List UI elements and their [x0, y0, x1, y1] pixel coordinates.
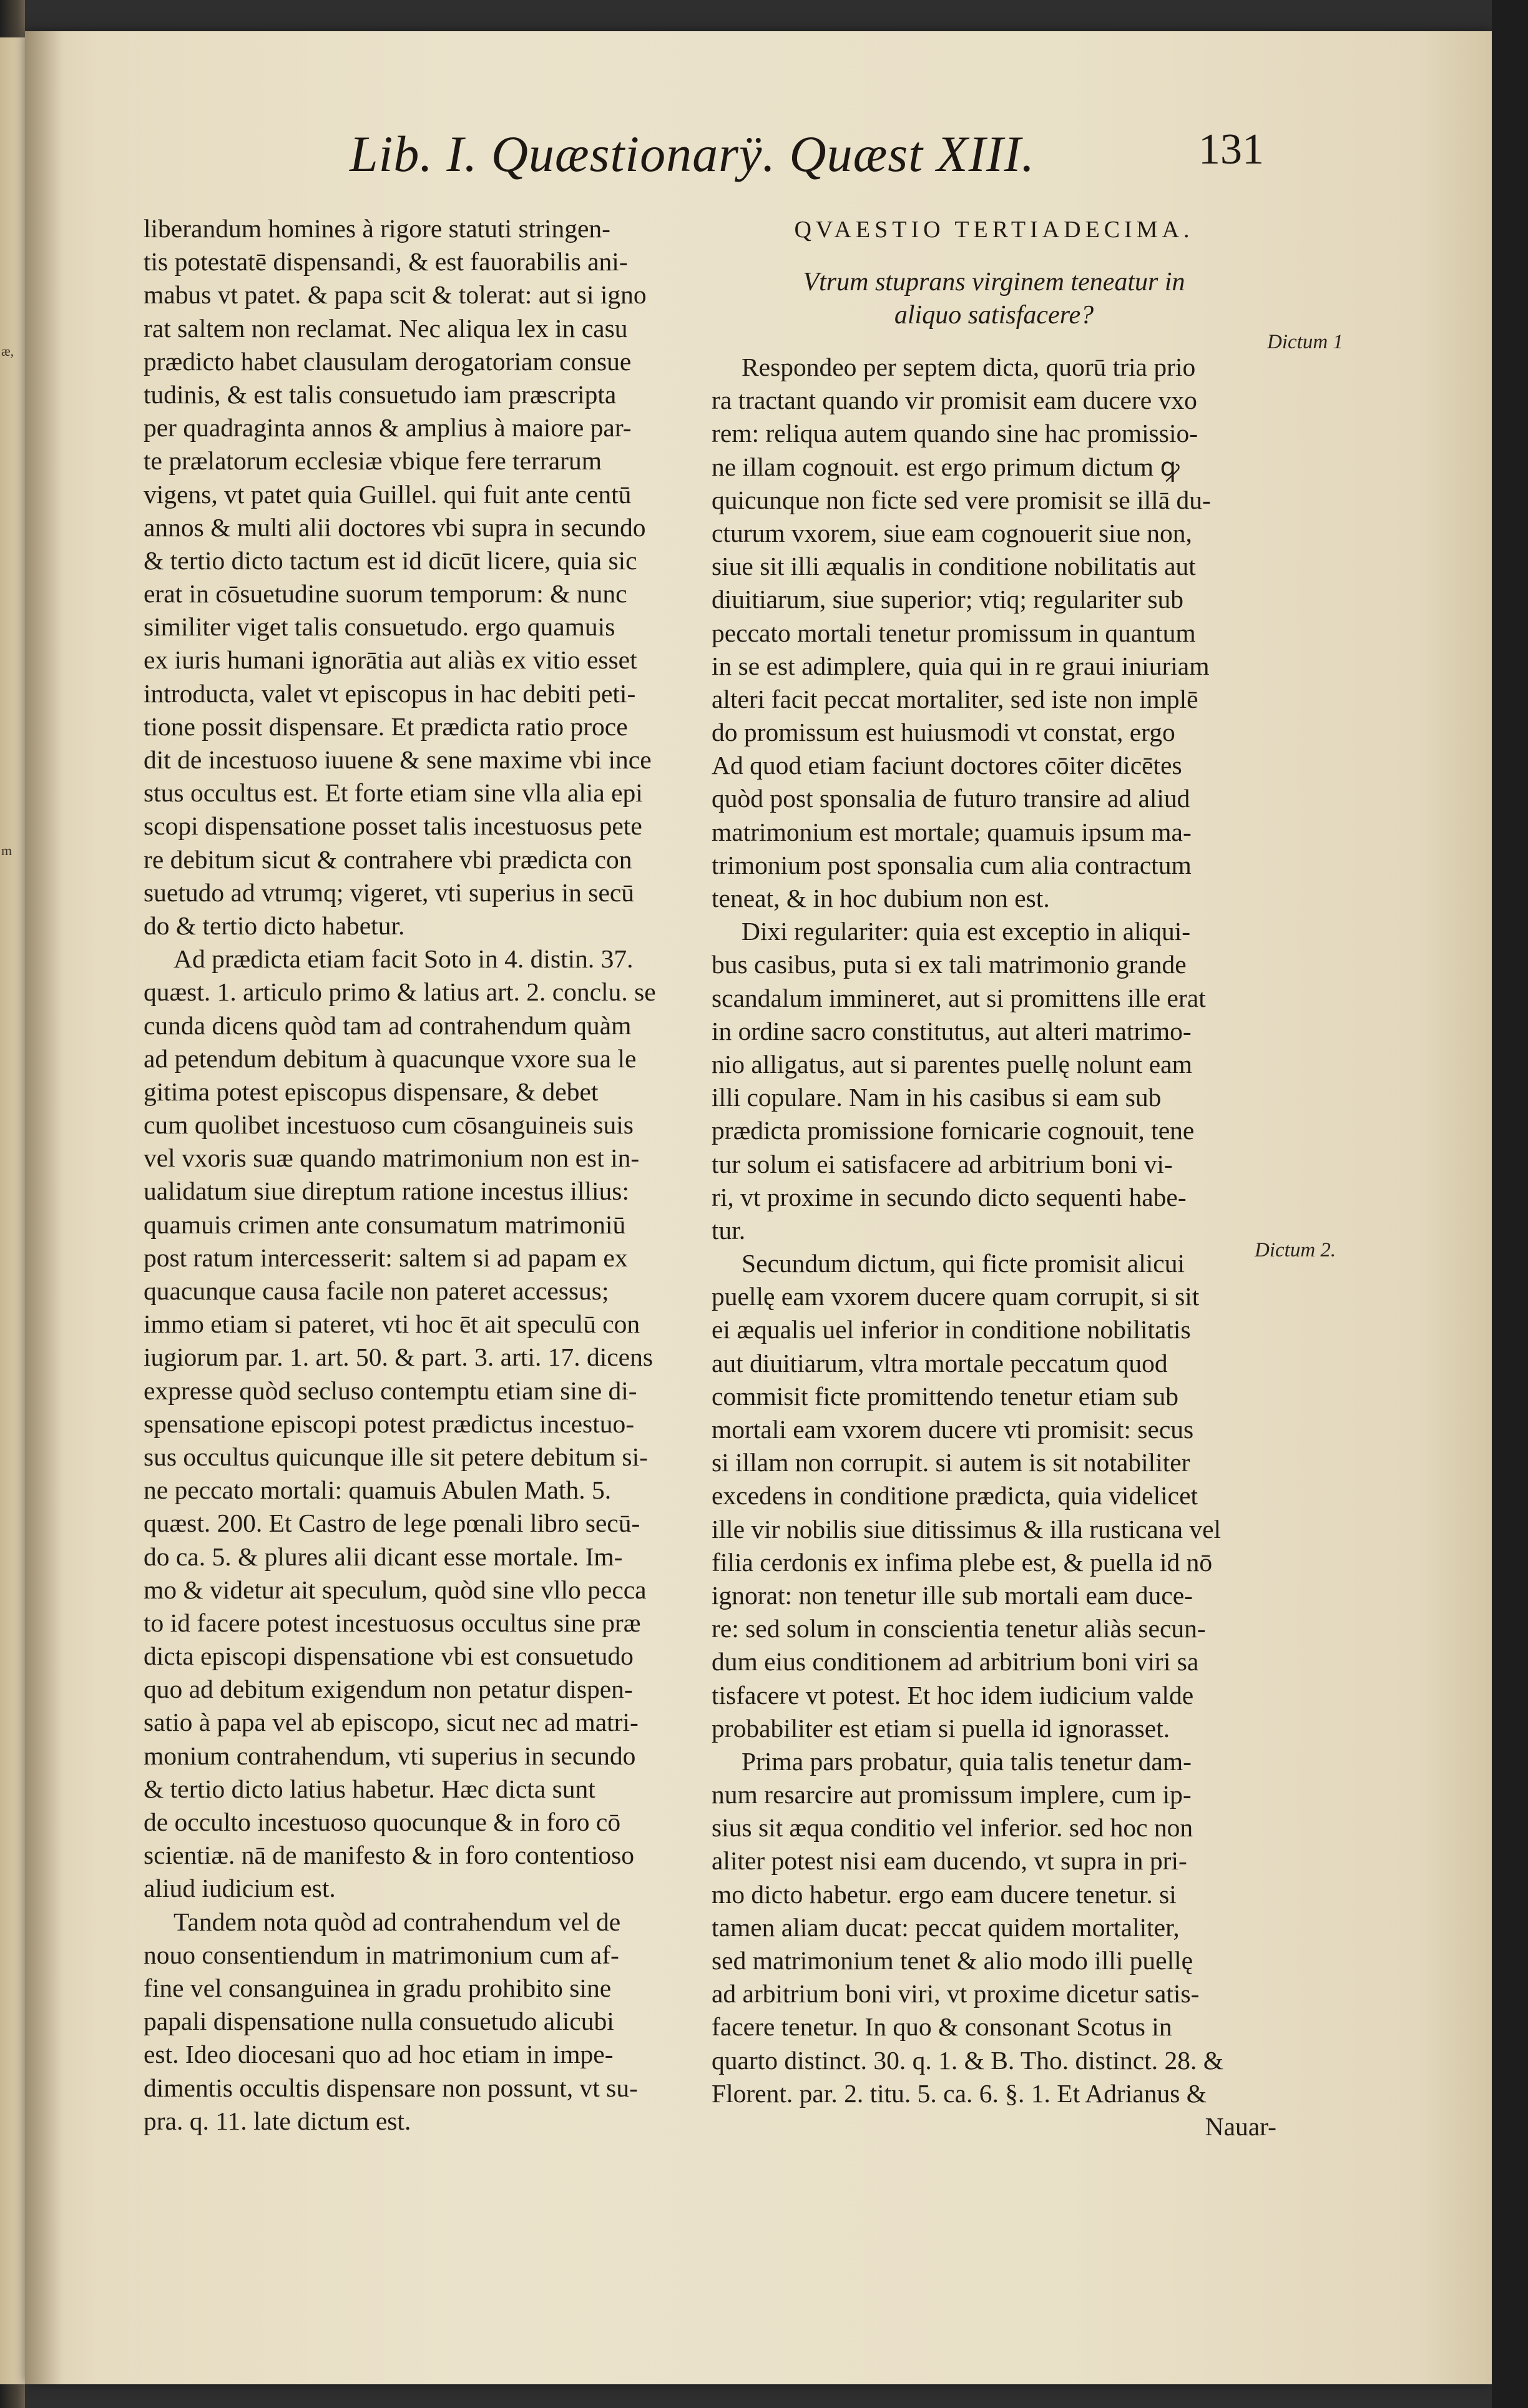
- text-line: stus occultus est. Et forte etiam sine vlla alia epi: [144, 778, 643, 808]
- text-line: mortali eam vxorem ducere vti promisit: secus: [712, 1415, 1194, 1444]
- text-line: annos & multi alii doctores vbi supra in secundo: [144, 512, 646, 542]
- text-line: trimonium post sponsalia cum alia contractum: [712, 850, 1192, 879]
- text-line: monium contrahendum, vti superius in secundo: [144, 1741, 636, 1770]
- text-line: Ad prædicta etiam facit Soto in 4. distin. 37.: [174, 944, 634, 974]
- text-line: diuitiarum, siue superior; vtiq; regulariter sub: [712, 585, 1184, 614]
- text-line: alteri facit peccat mortaliter, sed iste non implē: [712, 684, 1198, 713]
- text-line: do & tertio dicto habetur.: [144, 911, 405, 940]
- text-line: Respondeo per septem dicta, quorū tria prio: [742, 353, 1196, 381]
- text-line: facere tenetur. In quo & consonant Scotus in: [712, 2012, 1172, 2042]
- text-line: re debitum sicut & contrahere vbi prædicta con: [144, 844, 632, 874]
- text-line: ualidatum siue direptum ratione incestus illius:: [144, 1177, 629, 1206]
- text-line: quòd post sponsalia de futuro transire ad aliud: [712, 784, 1190, 813]
- right-column-body: [712, 351, 1276, 2110]
- text-line: per quadraginta annos & amplius à maiore par-: [144, 413, 632, 443]
- text-line: do ca. 5. & plures alii dicant esse mortale. Im-: [144, 1542, 623, 1571]
- text-line: si illam non corrupit. si autem is sit notabiliter: [712, 1448, 1190, 1477]
- right-column: [712, 212, 1276, 2143]
- left-edge-fragment-1: æ,: [1, 343, 14, 359]
- text-line: in se est adimplere, quia qui in re graui iniuriam: [712, 651, 1210, 680]
- text-line: in ordine sacro constitutus, aut alteri matrimo-: [712, 1016, 1192, 1045]
- text-line: nio alligatus, aut si parentes puellę nolunt eam: [712, 1049, 1192, 1079]
- text-line: dicta episcopi dispensatione vbi est consuetudo: [144, 1642, 634, 1671]
- running-head: Lib. I. Quæstionarÿ. Quæst XIII.: [350, 125, 1035, 182]
- text-line: tione possit dispensare. Et prædicta ratio proce: [144, 712, 628, 741]
- question-subtitle-line-2: aliquo satisfacere?: [894, 301, 1094, 330]
- text-line: papali dispensatione nulla consuetudo alicubi: [144, 2007, 614, 2036]
- text-line: tamen aliam ducat: peccat quidem mortaliter,: [712, 1912, 1180, 1942]
- text-line: aut diuitiarum, vltra mortale peccatum quod: [712, 1348, 1168, 1378]
- catchword: Nauar-: [1205, 2112, 1276, 2141]
- text-line: suetudo ad vtrumq; vigeret, vti superius in secū: [144, 878, 635, 907]
- text-line: do promissum est huiusmodi vt constat, ergo: [712, 718, 1175, 747]
- text-line: Dixi regulariter: quia est exceptio in aliqui-: [742, 917, 1191, 946]
- text-line: bus casibus, puta si ex tali matrimonio grande: [712, 950, 1187, 979]
- text-line: Florent. par. 2. titu. 5. ca. 6. §. 1. Et Adrianus &: [712, 2078, 1207, 2108]
- text-line: num resarcire aut promissum implere, cum ip-: [712, 1780, 1192, 1809]
- text-line: quo ad debitum exigendum non petatur dispen-: [144, 1675, 633, 1704]
- text-line: & tertio dicto tactum est id dicūt licere, quia sic: [144, 546, 637, 575]
- text-line: ignorat: non tenetur ille sub mortali eam duce-: [712, 1580, 1193, 1610]
- text-line: matrimonium est mortale; quamuis ipsum ma-: [712, 817, 1192, 846]
- text-line: introducta, valet vt episcopus in hac debiti peti-: [144, 678, 636, 708]
- text-line: scandalum immineret, aut si promittens ille erat: [712, 983, 1206, 1012]
- text-line: dimentis occultis dispensare non possunt, vt su-: [144, 2073, 638, 2102]
- text-line: erat in cōsuetudine suorum temporum: & nunc: [144, 579, 627, 609]
- text-line: expresse quòd secluso contemptu etiam sine di-: [144, 1376, 637, 1405]
- text-line: spensatione episcopi potest prædictus incestuo-: [144, 1409, 635, 1438]
- text-line: quæst. 1. articulo primo & latius art. 2. conclu. se: [144, 977, 656, 1007]
- text-line: dit de incestuoso iuuene & sene maxime vbi ince: [144, 745, 652, 774]
- text-line: rem: reliqua autem quando sine hac promissio-: [712, 419, 1198, 448]
- text-line: sius sit æqua conditio vel inferior. sed hoc non: [712, 1813, 1193, 1843]
- text-line: re: sed solum in conscientia tenetur aliàs secun-: [712, 1614, 1206, 1643]
- text-line: nouo consentiendum in matrimonium cum af-: [144, 1940, 619, 1969]
- text-line: de occulto incestuoso quocunque & in foro cō: [144, 1808, 621, 1836]
- text-line: tis potestatē dispensandi, & est fauorabilis ani-: [144, 247, 628, 277]
- heading-gap: [712, 247, 1276, 266]
- text-line: immo etiam si pateret, vti hoc ēt ait speculū con: [144, 1309, 640, 1339]
- text-line: cum quolibet incestuoso cum cōsanguineis suis: [144, 1110, 634, 1140]
- text-line: te prælatorum ecclesiæ vbique fere terrarum: [144, 446, 602, 476]
- text-line: aliter potest nisi eam ducendo, vt supra in pri-: [712, 1846, 1187, 1876]
- text-line: rat saltem non reclamat. Nec aliqua lex in casu: [144, 313, 628, 343]
- text-line: tudinis, & est talis consuetudo iam præscripta: [144, 379, 617, 409]
- question-heading: QVAESTIO TERTIADECIMA.: [794, 217, 1194, 243]
- text-line: siue sit illi æqualis in conditione nobilitatis aut: [712, 552, 1196, 581]
- text-line: Tandem nota quòd ad contrahendum vel de: [174, 1907, 621, 1936]
- text-line: ri, vt proxime in secundo dicto sequenti habe-: [712, 1182, 1187, 1211]
- text-line: mabus vt patet. & papa scit & tolerat: aut si igno: [144, 280, 647, 310]
- text-line: vigens, vt patet quia Guillel. qui fuit ante centū: [144, 479, 632, 509]
- text-line: probabiliter est etiam si puella id ignorasset.: [712, 1713, 1170, 1743]
- text-line: illi copulare. Nam in his casibus si eam sub: [712, 1083, 1162, 1112]
- text-line: ex iuris humani ignorātia aut aliàs ex vitio esset: [144, 645, 637, 675]
- text-line: ille vir nobilis siue ditissimus & illa rusticana vel: [712, 1514, 1222, 1544]
- question-subtitle-line-1: Vtrum stuprans virginem teneatur in: [803, 268, 1185, 296]
- text-line: Ad quod etiam faciunt doctores cōiter dicētes: [712, 751, 1182, 780]
- text-line: fine vel consanguinea in gradu prohibito sine: [144, 1973, 612, 2002]
- book-page: [25, 31, 1492, 2384]
- subtitle-gap: [712, 332, 1276, 351]
- left-column: [144, 212, 687, 2138]
- text-line: scopi dispensatione posset talis incestuosus pete: [144, 811, 642, 841]
- text-line: post ratum intercesserit: saltem si ad papam ex: [144, 1243, 628, 1272]
- text-line: mo & videtur ait speculum, quòd sine vllo pecca: [144, 1575, 647, 1604]
- text-line: aliud iudicium est.: [144, 1874, 336, 1903]
- marginal-note-dictum-1: Dictum 1: [1267, 331, 1343, 353]
- text-line: tisfacere vt potest. Et hoc idem iudicium valde: [712, 1680, 1194, 1710]
- text-line: Prima pars probatur, quia talis tenetur dam-: [742, 1746, 1192, 1776]
- text-line: cturum vxorem, siue eam cognouerit siue non,: [712, 518, 1192, 547]
- text-line: Secundum dictum, qui ficte promisit alicui: [742, 1249, 1185, 1278]
- fold-shadow: [25, 31, 62, 2384]
- text-line: scientiæ. nā de manifesto & in foro contentioso: [144, 1841, 635, 1870]
- text-line: liberandum homines à rigore statuti stringen-: [144, 214, 610, 243]
- left-edge-fragment-2: m: [1, 843, 12, 858]
- text-line: quarto distinct. 30. q. 1. & B. Tho. distinct. 28. &: [712, 2045, 1223, 2075]
- text-line: to id facere potest incestuosus occultus sine præ: [144, 1608, 641, 1637]
- text-line: quæst. 200. Et Castro de lege pœnali libro secū-: [144, 1509, 640, 1538]
- text-line: quacunque causa facile non pateret accessus;: [144, 1276, 609, 1305]
- text-line: ne illam cognouit. est ergo primum dictum ꝙ: [712, 452, 1180, 481]
- text-line: teneat, & in hoc dubium non est.: [712, 884, 1050, 913]
- text-line: tur.: [712, 1215, 746, 1245]
- text-line: tur solum ei satisfacere ad arbitrium boni vi-: [712, 1149, 1173, 1178]
- text-line: ei æqualis uel inferior in conditione nobilitatis: [712, 1315, 1191, 1344]
- text-line: vel vxoris suæ quando matrimonium non est in-: [144, 1143, 640, 1173]
- text-line: sed matrimonium tenet & alio modo illi puellę: [712, 1946, 1193, 1975]
- text-line: commisit ficte promittendo tenetur etiam sub: [712, 1381, 1178, 1411]
- text-line: puellę eam vxorem ducere quam corrupit, si sit: [712, 1282, 1200, 1311]
- text-line: prædicta promissione fornicarie cognouit, tene: [712, 1116, 1195, 1145]
- text-line: similiter viget talis consuetudo. ergo quamuis: [144, 612, 615, 642]
- text-line: dum eius conditionem ad arbitrium boni viri sa: [712, 1647, 1199, 1676]
- marginal-note-dictum-2: Dictum 2.: [1255, 1239, 1336, 1261]
- text-line: peccato mortali tenetur promissum in quantum: [712, 618, 1196, 647]
- text-line: mo dicto habetur. ergo eam ducere tenetur. si: [712, 1879, 1177, 1909]
- text-line: filia cerdonis ex infima plebe est, & puella id nō: [712, 1547, 1213, 1577]
- previous-page-edge: [0, 37, 25, 2384]
- text-line: sus occultus quicunque ille sit petere debitum si-: [144, 1442, 648, 1471]
- text-line: satio à papa vel ab episcopo, sicut nec ad matri-: [144, 1708, 639, 1737]
- page-number: 131: [1198, 125, 1264, 174]
- text-line: & tertio dicto latius habetur. Hæc dicta sunt: [144, 1774, 595, 1803]
- text-line: quamuis crimen ante consumatum matrimoniū: [144, 1210, 626, 1239]
- text-line: est. Ideo diocesani quo ad hoc etiam in impe-: [144, 2040, 614, 2069]
- text-line: gitima potest episcopus dispensare, & debet: [144, 1077, 599, 1106]
- text-line: ad arbitrium boni viri, vt proxime dicetur satis-: [712, 1979, 1200, 2009]
- text-line: iugiorum par. 1. art. 50. & part. 3. arti. 17. dicens: [144, 1343, 653, 1372]
- text-line: excedens in conditione prædicta, quia videlicet: [712, 1481, 1198, 1510]
- text-line: cunda dicens quòd tam ad contrahendum quàm: [144, 1011, 632, 1040]
- text-line: ra tractant quando vir promisit eam ducere vxo: [712, 386, 1197, 415]
- text-line: ad petendum debitum à quacunque vxore sua le: [144, 1044, 637, 1073]
- text-line: ne peccato mortali: quamuis Abulen Math. 5.: [144, 1476, 612, 1505]
- text-line: prædicto habet clausulam derogatoriam consue: [144, 346, 632, 376]
- text-line: pra. q. 11. late dictum est.: [144, 2106, 411, 2135]
- scan-margin-right: [1492, 0, 1528, 2408]
- text-line: quicunque non ficte sed vere promisit se illā du-: [712, 485, 1211, 514]
